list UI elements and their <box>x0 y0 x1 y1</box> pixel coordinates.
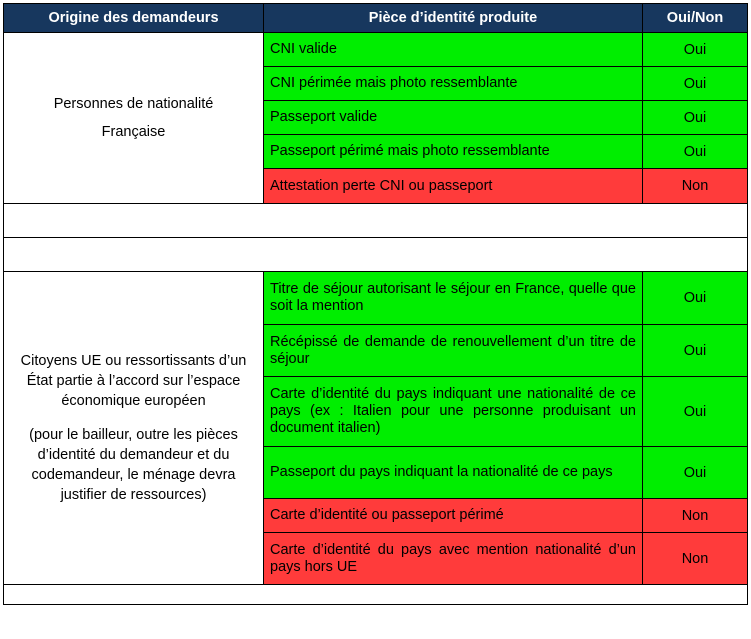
blank-cell <box>4 204 748 238</box>
origin-note-text: (pour le bailleur, outre les pièces d’identité du demandeur et du codemandeur, le ménage devra justifier de ressources) <box>29 427 238 503</box>
blank-cell <box>4 238 748 272</box>
blank-row <box>4 238 748 272</box>
answer-cell: Oui <box>643 33 748 67</box>
answer-cell: Oui <box>643 447 748 499</box>
piece-cell: Récépissé de demande de renouvellement d’un titre de séjour <box>264 325 643 377</box>
origin-line: Française <box>101 124 166 140</box>
piece-cell: CNI valide <box>264 33 643 67</box>
piece-cell: CNI périmée mais photo ressemblante <box>264 67 643 101</box>
blank-row <box>4 585 748 605</box>
piece-cell: Passeport valide <box>264 101 643 135</box>
answer-cell: Oui <box>643 101 748 135</box>
identity-documents-table <box>3 3 748 605</box>
answer-cell: Non <box>643 533 748 585</box>
answer-cell: Oui <box>643 325 748 377</box>
header-origin: Origine des demandeurs <box>4 4 264 33</box>
answer-cell: Oui <box>643 272 748 325</box>
answer-cell: Oui <box>643 377 748 447</box>
origin-line: Personnes de nationalité <box>53 96 214 112</box>
header-row <box>4 4 748 33</box>
answer-cell: Oui <box>643 135 748 169</box>
origin-eu <box>4 272 264 585</box>
origin-french <box>4 33 264 204</box>
header-piece: Pièce d’identité produite <box>264 4 643 33</box>
piece-cell: Titre de séjour autorisant le séjour en France, quelle que soit la mention <box>264 272 643 325</box>
origin-main-text: Citoyens UE ou ressortissants d’un État partie à l’accord sur l’espace économique européen <box>20 353 247 409</box>
answer-cell: Non <box>643 169 748 204</box>
piece-cell: Carte d’identité ou passeport périmé <box>264 499 643 533</box>
header-answer: Oui/Non <box>643 4 748 33</box>
piece-cell: Carte d’identité du pays indiquant une nationalité de ce pays (ex : Italien pour une personne produisant un document italien) <box>264 377 643 447</box>
blank-row <box>4 204 748 238</box>
piece-cell: Carte d’identité du pays avec mention nationalité d’un pays hors UE <box>264 533 643 585</box>
piece-cell: Attestation perte CNI ou passeport <box>264 169 643 204</box>
table-row <box>4 33 748 67</box>
piece-cell: Passeport du pays indiquant la nationalité de ce pays <box>264 447 643 499</box>
blank-cell <box>4 585 748 605</box>
table-row <box>4 272 748 325</box>
answer-cell: Oui <box>643 67 748 101</box>
answer-cell: Non <box>643 499 748 533</box>
piece-cell: Passeport périmé mais photo ressemblante <box>264 135 643 169</box>
